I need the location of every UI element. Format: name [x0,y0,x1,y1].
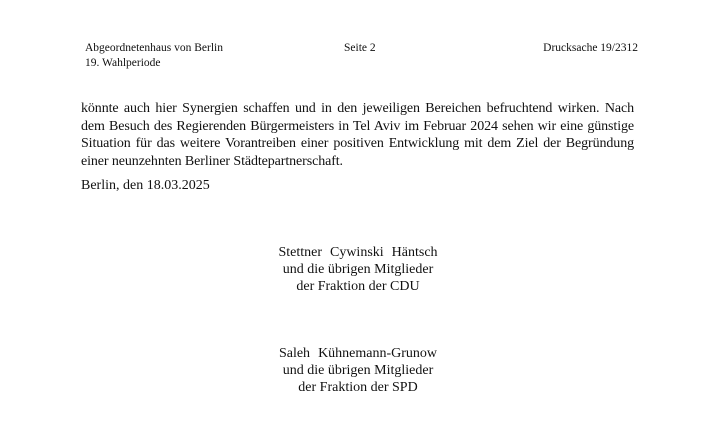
signature-names [158,244,558,261]
header-institution: Abgeordnetenhaus von Berlin [85,42,223,54]
date-line: Berlin, den 18.03.2025 [81,178,210,193]
signatory-name: Stettner [278,245,322,260]
signature-faction-line: der Fraktion der SPD [298,380,418,395]
header-doc-number: Drucksache 19/2312 [543,42,638,54]
signature-block-cdu [158,244,558,295]
header-page-number: Seite 2 [344,42,376,54]
signatory-name: Saleh [278,346,311,361]
signature-members-line: und die übrigen Mitglieder [282,363,434,378]
signatory-name: Cywinski [329,245,384,260]
signature-members-line: und die übrigen Mitglieder [282,262,434,277]
signatory-name: Kühnemann-Grunow [318,346,438,361]
signature-faction-line: der Fraktion der CDU [296,279,420,294]
signature-names [158,345,558,362]
signature-block-spd [158,345,558,396]
page-header [85,41,638,71]
signatory-name: Häntsch [391,245,438,260]
header-period: 19. Wahlperiode [85,57,161,69]
body-paragraph: könnte auch hier Synergien schaffen und in den jeweiligen Bereichen befruchtend wirken. Nach dem Besuch des Regierenden Bürgermeisters in Tel Aviv im Februar 2024 sehen wir eine günstige Situation für das weitere Vorantreiben einer positiven Entwicklung mit dem Ziel der Begründung einer neunzehnten Berliner Städtepartnerschaft. [81,101,634,169]
